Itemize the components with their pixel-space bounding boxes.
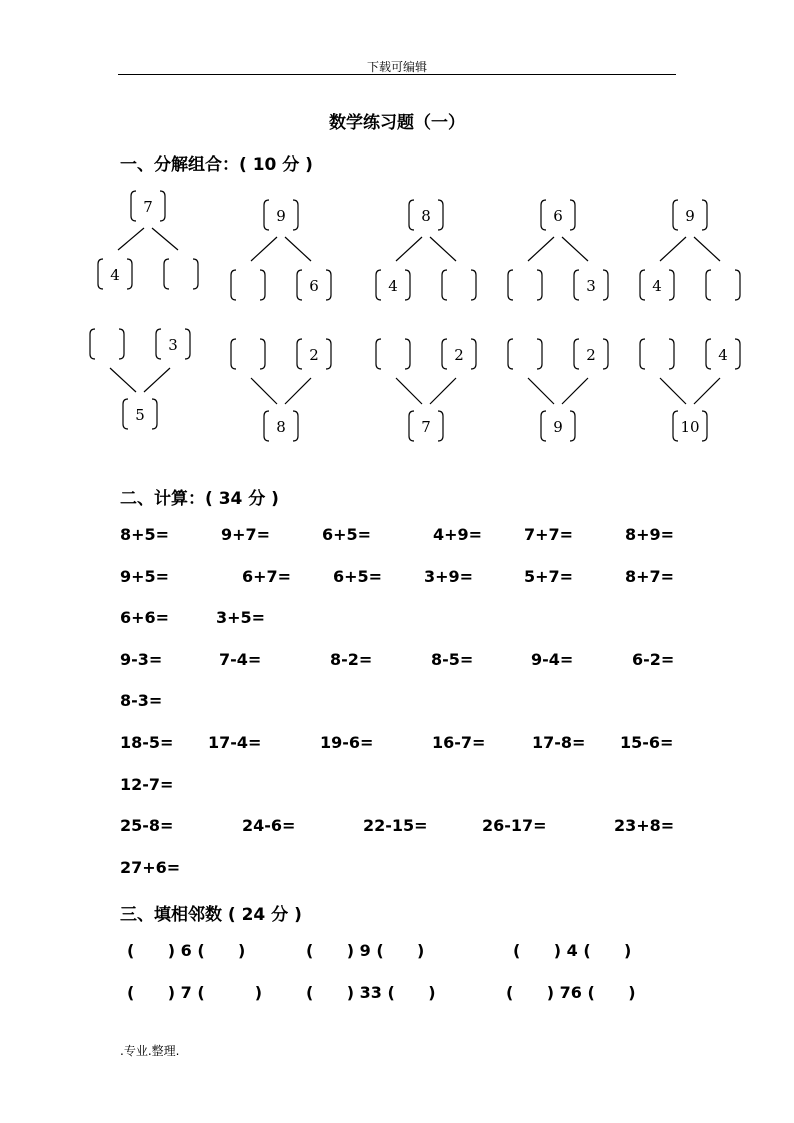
calc-item: 6-2=: [632, 650, 675, 669]
right-node-bracket-left: [156, 329, 161, 359]
bottom-node-bracket-left: [541, 411, 546, 441]
branch-line: [144, 368, 170, 392]
left-node-bracket-right: [669, 270, 674, 300]
calc-item: 5+7=: [524, 567, 574, 586]
left-node-number: 4: [652, 277, 662, 295]
branch-line: [251, 237, 277, 261]
branch-line: [430, 378, 456, 404]
left-node-bracket-left: [640, 270, 645, 300]
branch-line: [285, 378, 311, 404]
section2-heading: 二、计算：( 34 分 ): [120, 489, 279, 509]
calc-item: 8-3=: [120, 691, 163, 710]
right-node-bracket-left: [706, 339, 711, 369]
left-node-bracket-left: [376, 339, 381, 369]
branch-line: [396, 378, 422, 404]
right-node-number: 2: [454, 346, 464, 364]
right-node-bracket-right: [603, 270, 608, 300]
branch-line: [152, 228, 178, 250]
top-node-bracket-left: [673, 200, 678, 230]
left-node-number: 4: [388, 277, 398, 295]
calc-item: 25-8=: [120, 816, 174, 835]
calc-item: 3+5=: [216, 608, 266, 627]
bottom-node-number: 7: [421, 418, 431, 436]
calc-item: 9-4=: [531, 650, 574, 669]
right-node-number: 2: [309, 346, 319, 364]
right-node-number: 2: [586, 346, 596, 364]
right-node-bracket-right: [471, 339, 476, 369]
calc-item: 8+5=: [120, 525, 170, 544]
calc-item: 8-5=: [431, 650, 474, 669]
bottom-node-bracket-right: [570, 411, 575, 441]
calc-item: 3+9=: [424, 567, 474, 586]
calc-item: 7+7=: [524, 525, 574, 544]
left-node-bracket-right: [405, 270, 410, 300]
calc-item: 6+5=: [333, 567, 383, 586]
bottom-node-bracket-left: [264, 411, 269, 441]
calc-item: 8+9=: [625, 525, 675, 544]
calc-item: 12-7=: [120, 775, 174, 794]
bottom-node-bracket-right: [152, 399, 157, 429]
neighbor-item: ( ) 33 ( ): [306, 983, 436, 1002]
top-node-number: 6: [553, 207, 563, 225]
calc-item: 4+9=: [433, 525, 483, 544]
bottom-node-bracket-left: [123, 399, 128, 429]
branch-line: [660, 378, 686, 404]
calc-item: 17-4=: [208, 733, 262, 752]
left-node-bracket-right: [119, 329, 124, 359]
calc-item: 8-2=: [330, 650, 373, 669]
top-node-bracket-right: [438, 200, 443, 230]
top-node-bracket-right: [160, 191, 165, 221]
top-node-bracket-left: [409, 200, 414, 230]
branch-line: [528, 378, 554, 404]
right-node-bracket-right: [185, 329, 190, 359]
top-node-bracket-right: [293, 200, 298, 230]
top-node-bracket-left: [264, 200, 269, 230]
right-node-number: 3: [586, 277, 596, 295]
calc-item: 27+6=: [120, 858, 181, 877]
top-node-number: 9: [276, 207, 286, 225]
right-node-bracket-right: [603, 339, 608, 369]
neighbor-item: ( ) 7 ( ): [127, 983, 263, 1002]
branch-line: [285, 237, 311, 261]
neighbor-item: ( ) 76 ( ): [506, 983, 636, 1002]
calc-item: 6+7=: [242, 567, 292, 586]
left-node-number: 4: [110, 266, 120, 284]
left-node-bracket-left: [231, 339, 236, 369]
top-node-number: 8: [421, 207, 431, 225]
calc-item: 9+5=: [120, 567, 170, 586]
page-header: 下载可编辑: [366, 60, 427, 74]
calc-item: 23+8=: [614, 816, 675, 835]
branch-line: [110, 368, 136, 392]
top-node-number: 9: [685, 207, 695, 225]
left-node-bracket-left: [508, 339, 513, 369]
bottom-node-bracket-left: [409, 411, 414, 441]
section3-heading: 三、填相邻数 ( 24 分 ): [120, 905, 302, 925]
bottom-node-number: 10: [680, 418, 700, 436]
right-node-bracket-right: [326, 339, 331, 369]
right-node-bracket-left: [574, 339, 579, 369]
branch-line: [396, 237, 422, 261]
right-node-bracket-left: [297, 339, 302, 369]
right-node-bracket-right: [471, 270, 476, 300]
top-node-bracket-right: [702, 200, 707, 230]
top-node-bracket-right: [570, 200, 575, 230]
calc-item: 8+7=: [625, 567, 675, 586]
bottom-node-number: 8: [276, 418, 286, 436]
neighbor-item: ( ) 4 ( ): [513, 941, 632, 960]
bottom-node-bracket-right: [438, 411, 443, 441]
left-node-bracket-left: [90, 329, 95, 359]
calc-item: 18-5=: [120, 733, 174, 752]
bottom-node-bracket-left: [673, 411, 678, 441]
left-node-bracket-right: [127, 259, 132, 289]
calc-item: 22-15=: [363, 816, 428, 835]
left-node-bracket-right: [260, 270, 265, 300]
calc-item: 24-6=: [242, 816, 296, 835]
branch-line: [562, 378, 588, 404]
left-node-bracket-right: [537, 339, 542, 369]
calc-item: 6+5=: [322, 525, 372, 544]
bottom-node-number: 9: [553, 418, 563, 436]
calc-item: 7-4=: [219, 650, 262, 669]
left-node-bracket-left: [640, 339, 645, 369]
right-node-bracket-right: [735, 339, 740, 369]
right-node-number: 4: [718, 346, 728, 364]
right-node-bracket-left: [297, 270, 302, 300]
left-node-bracket-right: [260, 339, 265, 369]
bottom-node-bracket-right: [293, 411, 298, 441]
page-title: 数学练习题（一）: [329, 113, 465, 133]
right-node-number: 3: [168, 336, 178, 354]
header-rule: [118, 74, 676, 75]
right-node-bracket-right: [735, 270, 740, 300]
calc-item: 9-3=: [120, 650, 163, 669]
left-node-bracket-right: [669, 339, 674, 369]
left-node-bracket-left: [231, 270, 236, 300]
bottom-node-bracket-right: [702, 411, 707, 441]
top-node-number: 7: [143, 198, 153, 216]
branch-line: [660, 237, 686, 261]
right-node-bracket-left: [442, 270, 447, 300]
right-node-bracket-right: [193, 259, 198, 289]
calc-item: 15-6=: [620, 733, 674, 752]
left-node-bracket-left: [376, 270, 381, 300]
right-node-bracket-left: [442, 339, 447, 369]
top-node-bracket-left: [541, 200, 546, 230]
left-node-bracket-right: [537, 270, 542, 300]
section1-heading: 一、分解组合：( 10 分 ): [120, 155, 313, 175]
branch-line: [430, 237, 456, 261]
calc-item: 6+6=: [120, 608, 170, 627]
calc-item: 9+7=: [221, 525, 271, 544]
right-node-bracket-left: [706, 270, 711, 300]
calc-item: 19-6=: [320, 733, 374, 752]
decomposition-trees: [0, 180, 794, 450]
top-node-bracket-left: [131, 191, 136, 221]
left-node-bracket-left: [508, 270, 513, 300]
neighbor-item: ( ) 9 ( ): [306, 941, 425, 960]
branch-line: [562, 237, 588, 261]
calc-item: 17-8=: [532, 733, 586, 752]
branch-line: [251, 378, 277, 404]
right-node-bracket-left: [574, 270, 579, 300]
calc-item: 26-17=: [482, 816, 547, 835]
right-node-bracket-left: [164, 259, 169, 289]
branch-line: [694, 378, 720, 404]
branch-line: [694, 237, 720, 261]
page-footer: .专业.整理.: [120, 1044, 180, 1058]
right-node-bracket-right: [326, 270, 331, 300]
bottom-node-number: 5: [135, 406, 145, 424]
neighbor-item: ( ) 6 ( ): [127, 941, 246, 960]
branch-line: [528, 237, 554, 261]
left-node-bracket-left: [98, 259, 103, 289]
right-node-number: 6: [309, 277, 319, 295]
left-node-bracket-right: [405, 339, 410, 369]
branch-line: [118, 228, 144, 250]
calc-item: 16-7=: [432, 733, 486, 752]
